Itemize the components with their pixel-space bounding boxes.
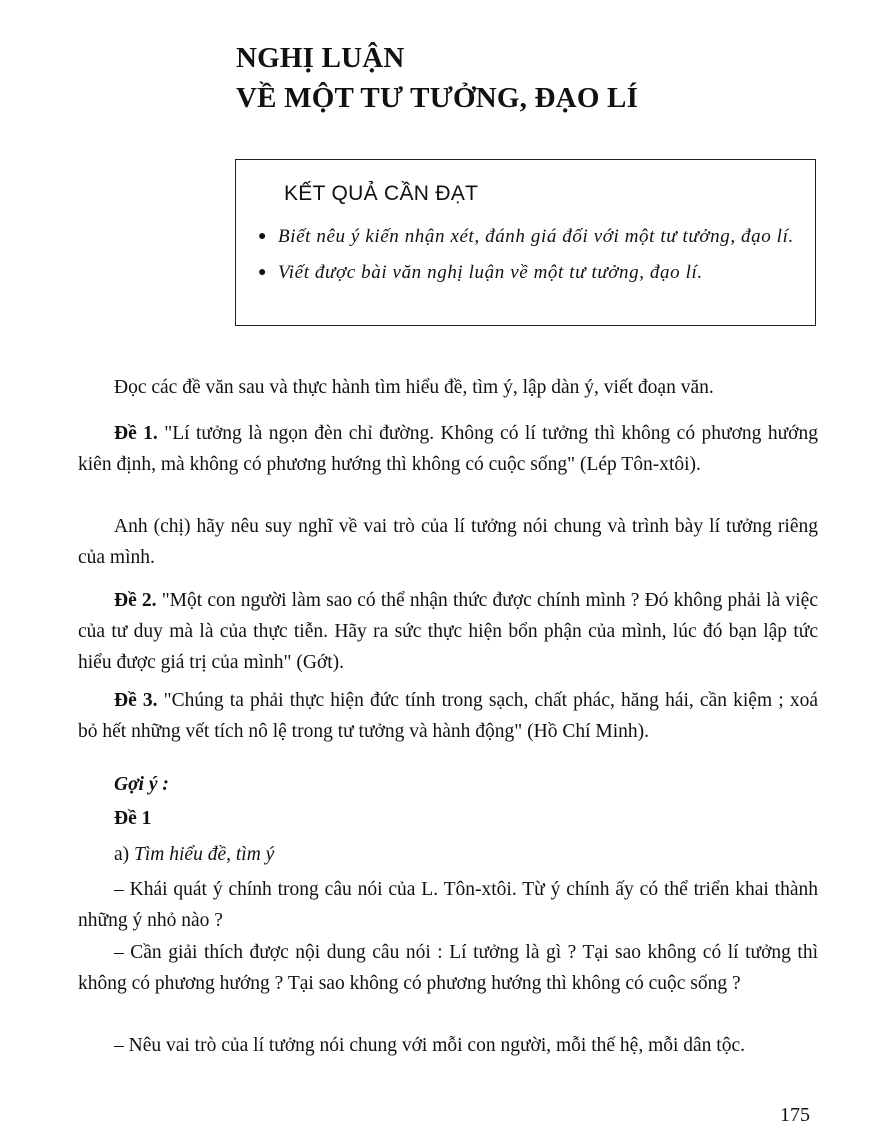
outcome-item: ● Viết được bài văn nghị luận về một tư tưởng, đạo lí. bbox=[258, 258, 803, 288]
page-number: 175 bbox=[780, 1104, 810, 1126]
de2-label: Đề 2. bbox=[114, 590, 157, 611]
hint-point: – Khái quát ý chính trong câu nói của L. Tôn-xtôi. Từ ý chính ấy có thể triển khai thành những ý nhỏ nào ? bbox=[78, 879, 818, 931]
page-title bbox=[236, 38, 638, 118]
bullet-icon: ● bbox=[258, 265, 268, 280]
outcomes-heading: KẾT QUẢ CẦN ĐẠT bbox=[284, 182, 479, 205]
intro-paragraph: Đọc các đề văn sau và thực hành tìm hiểu đề, tìm ý, lập dàn ý, viết đoạn văn. bbox=[114, 377, 714, 398]
bullet-icon: ● bbox=[258, 229, 268, 244]
outcomes-list bbox=[258, 222, 803, 294]
hint-step-title: Tìm hiểu đề, tìm ý bbox=[134, 844, 275, 865]
hint-label: Gợi ý : bbox=[114, 774, 169, 795]
outcomes-box bbox=[235, 159, 816, 326]
de3-text: "Chúng ta phải thực hiện đức tính trong sạch, chất phác, hăng hái, cần kiệm ; xoá bỏ hết những vết tích nô lệ trong tư tưởng và hành động" (Hồ Chí Minh). bbox=[78, 690, 818, 742]
title-line-1: NGHỊ LUẬN bbox=[236, 42, 405, 74]
hint-de-label: Đề 1 bbox=[114, 808, 152, 829]
title-line-2: VỀ MỘT TƯ TƯỞNG, ĐẠO LÍ bbox=[236, 82, 639, 114]
de1-text: "Lí tưởng là ngọn đèn chỉ đường. Không có lí tưởng thì không có phương hướng kiên định, mà không có phương hướng thì không có cuộc sống" (Lép Tôn-xtôi). bbox=[78, 423, 818, 475]
de2-paragraph bbox=[78, 585, 818, 678]
de3-paragraph bbox=[78, 685, 818, 747]
hint-step-a bbox=[78, 839, 818, 870]
de1-paragraph bbox=[78, 418, 818, 480]
de3-label: Đề 3. bbox=[114, 690, 158, 711]
hint-step-prefix: a) bbox=[114, 844, 135, 865]
de1-task-paragraph: Anh (chị) hãy nêu suy nghĩ về vai trò của lí tưởng nói chung và trình bày lí tưởng riêng của mình. bbox=[78, 516, 818, 568]
outcome-item: ● Biết nêu ý kiến nhận xét, đánh giá đối với một tư tưởng, đạo lí. bbox=[258, 222, 803, 252]
hint-point: – Nêu vai trò của lí tưởng nói chung với mỗi con người, mỗi thế hệ, mỗi dân tộc. bbox=[114, 1035, 746, 1056]
de1-label: Đề 1. bbox=[114, 423, 158, 444]
hint-point: – Cần giải thích được nội dung câu nói : Lí tưởng là gì ? Tại sao không có lí tưởng thì không có phương hướng ? Tại sao không có phương hướng thì không có cuộc sống ? bbox=[78, 942, 818, 994]
de2-text: "Một con người làm sao có thể nhận thức được chính mình ? Đó không phải là việc của tư duy mà là của thực tiễn. Hãy ra sức thực hiện bổn phận của mình, lúc đó bạn lập tức hiểu được giá trị của mình" (Gớt). bbox=[78, 590, 818, 673]
